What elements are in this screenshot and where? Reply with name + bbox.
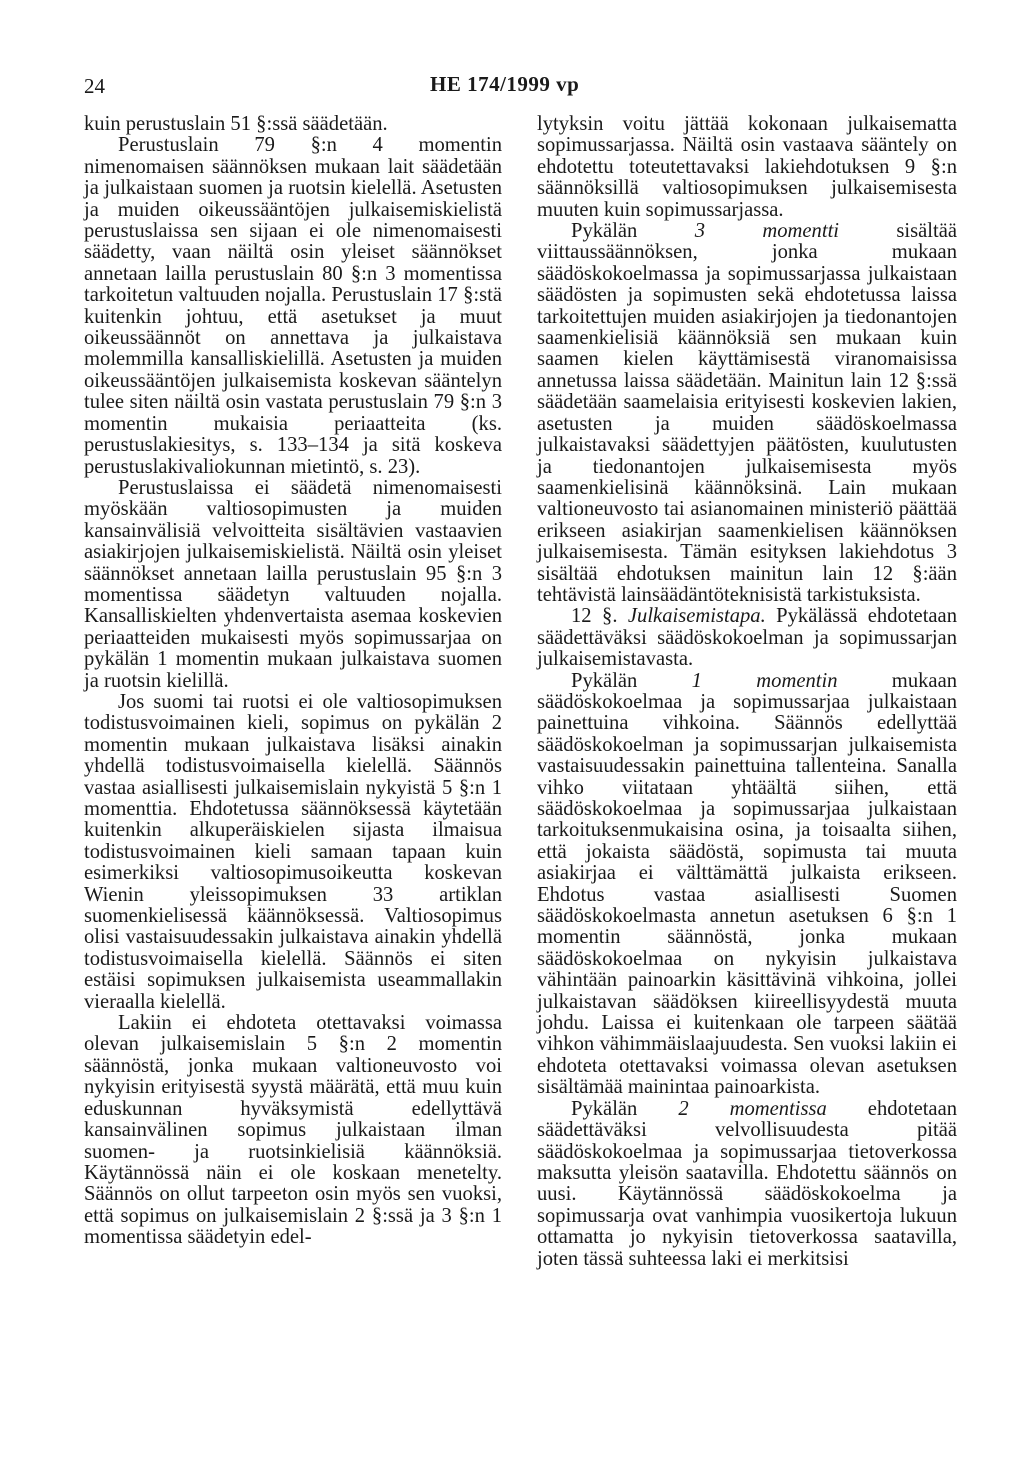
emphasis: 2 momentissa [678,1097,827,1120]
text-run: Pykälän [571,220,695,243]
paragraph: Lakiin ei ehdoteta otettavaksi voimassa olevan julkaisemislain 5 §:n 2 momentin säännöstä, jonka mukaan valtioneuvosto voi nykyisin erityisestä syystä määrätä, että muu kuin eduskunnan hyväksymistä edellyttävä kansainvälinen sopimus julkaistaan ilman suomen- ja ruotsinkielisiä käännöksiä. Käytännössä näin ei ole koskaan menetelty. Säännös on ollut tarpeeton osin myös sen vuoksi, että sopimus on julkaisemislain 2 §:ssä ja 3 §:n 1 momentissa säädetyin edel- [84,1012,502,1249]
paragraph [537,671,957,1099]
paragraph: Perustuslain 79 §:n 4 momentin nimenomaisen säännöksen mukaan lait säädetään ja julkaistaan suomen ja ruotsin kielellä. Asetusten ja muiden oikeussääntöjen julkaisemiskielistä perustuslaissa sen sijaan ei ole nimenomaisesti säädetty, vaan näiltä osin yleiset säännökset annetaan lailla perustuslain 80 §:n 3 momentissa tarkoitetun valtuuden nojalla. Perustuslain 17 §:stä kuitenkin johtuu, että asetukset ja muut oikeussäännöt on annettava ja julkaistava molemmilla kansalliskielillä. Asetusten ja muiden oikeussääntöjen julkaisemista koskevan sääntelyn tulee siten näiltä osin vastata perustuslain 79 §:n 3 momentin mukaisia periaatteita (ks. perustuslakiesitys, s. 133–134 ja sitä koskeva perustuslakivaliokunnan mietintö, s. 23). [84,134,502,478]
text-run: Pykälän [571,669,692,692]
page-number: 24 [84,74,105,98]
text-run: Pykälässä ehdotetaan säädettäväksi säädöskokoelman ja sopimussarjan julkaisemistavasta. [537,605,957,671]
paragraph: Perustuslaissa ei säädetä nimenomaisesti myöskään valtiosopimusten ja muiden kansainvälisiä velvoitteita sisältävien vastaavien asiakirjojen julkaisemiskielistä. Näiltä osin yleiset säännökset annetaan lailla perustuslain 95 §:n 3 momentissa säädetyn valtuuden nojalla. Kansalliskielten yhdenvertaista asemaa koskevien periaatteiden mukaisesti myös sopimussarjaa on pykälän 1 momentin mukaan julkaistava suomen ja ruotsin kielillä. [84,476,502,692]
paragraph [537,221,957,606]
right-column [537,114,957,1270]
paragraph: kuin perustuslain 51 §:ssä säädetään. [84,113,388,135]
emphasis: 1 momentin [691,669,838,692]
paragraph: Jos suomi tai ruotsi ei ole valtiosopimuksen todistusvoimainen kieli, sopimus on pykälän 2 momentin mukaan julkaistava lisäksi ainakin yhdellä todistusvoimaisella kielellä. Säännös vastaa asiallisesti julkaisemislain nykyistä 5 §:n 1 momenttia. Ehdotetussa säännöksessä käytetään kuitenkin alkuperäiskielen sijasta ilmaisua todistusvoimainen kieli samaan tapaan kuin esimerkiksi valtiosopimusoikeutta koskevan Wienin yleissopimuksen 33 artiklan suomenkielisessä käännöksessä. Valtiosopimus olisi vastaisuudessakin julkaistava ainakin yhdellä todistusvoimaisella kielellä. Säännös ei siten estäisi sopimuksen julkaisemista useammallakin vieraalla kielellä. [84,690,502,1013]
document-identifier: HE 174/1999 vp [430,72,580,96]
section-heading-paragraph [537,606,957,670]
section-title: Julkaisemistapa. [627,605,766,628]
section-number: 12 §. [571,605,628,628]
paragraph: lytyksin voitu jättää kokonaan julkaisematta sopimussarjassa. Näiltä osin vastaava sääntely on ehdotettu toteutettavaksi lakiehdotuksen 9 §:n säännöksillä valtiosopimuksen julkaisemisesta muuten kuin sopimussarjassa. [537,113,957,221]
paragraph [537,1099,957,1270]
text-run: mukaan säädöskokoelmaa ja sopimussarjaa julkaistaan painettuina vihkoina. Säännös edellyttää säädöskokoelman ja sopimussarjan julkaisemista vastaisuudessakin painettuina tallenteina. Sanalla vihko viitataan yhtäältä siihen, että säädöskokoelmaa ja sopimussarjaa julkaistaan tarkoituksenmukaisina osina, ja toisaalta siihen, että jokaista säädöstä, sopimusta tai muuta asiakirjaa ei välttämättä julkaista erikseen. Ehdotus vastaa asiallisesti Suomen säädöskokoelmasta annetun asetuksen 6 §:n 1 momentin säännöstä, jonka mukaan säädöskokoelmaa on nykyisin julkaistava vähintään painoarkin käsittävinä vihkoina, jollei julkaistavan säädöksen kiireellisyydestä muuta johdu. Laissa ei kuitenkaan ole tarpeen säätää vihkon vähimmäislaajuudesta. Sen vuoksi lakiin ei ehdoteta otettavaksi voimassa olevan asetuksen sisältämää mainintaa painoarkista. [537,669,957,1099]
text-run: sisältää viittaussäännöksen, jonka mukaan säädöskokoelmassa ja sopimussarjassa julkaistaan säädösten ja sopimusten sekä ehdotetussa laissa tarkoitettujen muiden asiakirjojen ja tiedonantojen saamenkielisiä käännöksiä sen mukaan kuin saamen kielen käyttämisestä viranomaisissa annetussa laissa säädetään. Mainitun lain 12 §:ssä säädetään saamelaisia erityisesti koskevien lakien, asetusten ja muiden säädöskoelmassa julkaistavaksi säädettyjen päätösten, kuulutusten ja tiedonantojen julkaisemisesta myös saamenkielisinä käännöksinä. Lain mukaan valtioneuvosto tai asianomainen ministeriö päättää erikseen asiakirjan saamenkielisen käännöksen julkaisemisesta. Tämän esityksen lakiehdotus 3 sisältää ehdotuksen mainitun lain 12 §:ään tehtävistä lainsäädäntöteknisistä tarkistuksista. [537,220,958,606]
text-run: Pykälän [571,1097,679,1120]
emphasis: 3 momentti [694,220,840,243]
left-column [84,114,502,1249]
text-run: ehdotetaan säädettäväksi velvollisuudesta pitää säädöskokoelmaa ja sopimussarjaa tietoverkossa maksutta yleisön saatavilla. Ehdotettu säännös on uusi. Käytännössä säädöskokoelma ja sopimussarja ovat vanhimpia vuosikertoja lukuun ottamatta jo nykyisin tietoverkossa saatavilla, joten tässä suhteessa laki ei merkitsisi [537,1097,958,1270]
